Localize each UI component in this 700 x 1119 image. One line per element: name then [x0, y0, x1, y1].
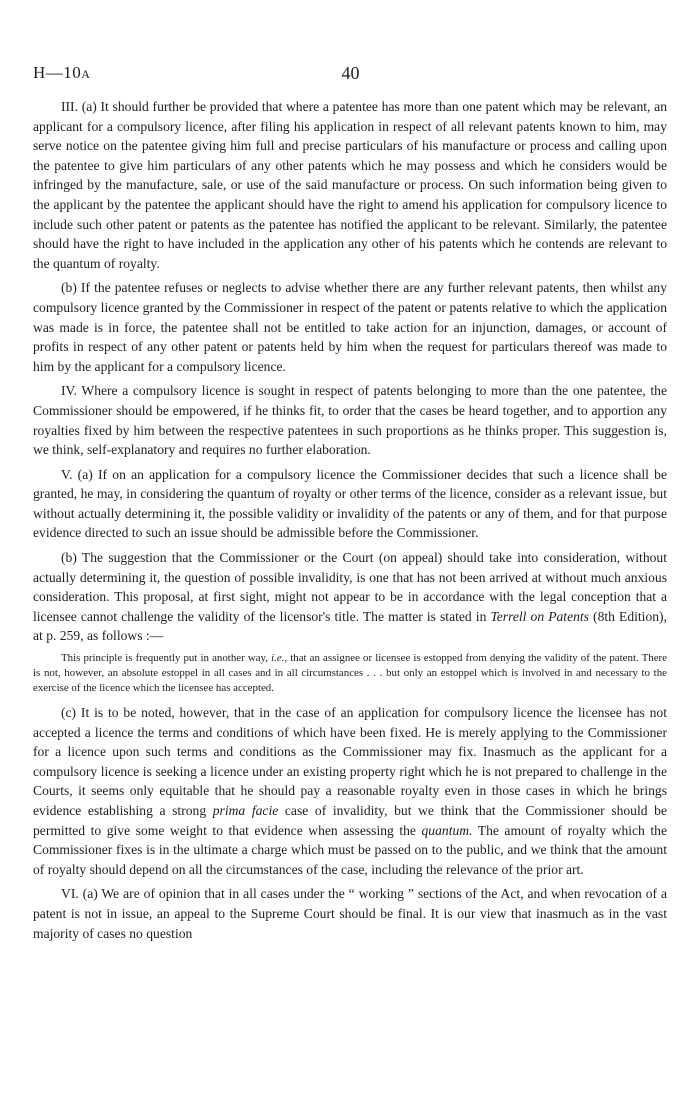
block-quote: This principle is frequently put in another way, i.e., that an assignee or licensee is estopped from denying the validity of the patent. There is not, however, an absolute estoppel in all cases and in all circumstances . . . but only an estoppel which is involved in and necessary to the exercise of the licence which the licensee has accepted. [33, 652, 667, 695]
paragraph-v-c: (c) It is to be noted, however, that in the case of an application for compulsory licence the licensee has not accepted a licence the terms and conditions of which have been fixed. He is merely applying to the Commissioner for a licence upon such terms and conditions as the Commissioner may fix. Inasmuch as the applicant for a compulsory licence is seeking a licence under an existing property right which he is not prepared to challenge in the Courts, it seems only equitable that he should pay a reasonable royalty even in those cases in which he brings evidence establishing a strong prima facie case of invalidity, but we think that the Commissioner should be permitted to give some weight to that evidence when assessing the quantum. The amount of royalty which the Commissioner fixes is in the ultimate a charge which must be passed on to the public, and we think that the amount of royalty should depend on all the circumstances of the case, including the relevance of the prior art. [33, 705, 667, 877]
paragraph-v-a: V. (a) If on an application for a compulsory licence the Commissioner decides that such a licence shall be granted, he may, in considering the quantum of royalty or other terms of the licence, consider as a relevant issue, but without actually determining it, the possible validity or invalidity of the patents or any of them, and for that purpose evidence directed to such an issue should be admissible before the Commissioner. [33, 466, 667, 541]
document-code: H—10A [33, 63, 91, 82]
page-number: 40 [341, 63, 360, 83]
page-header [33, 63, 668, 85]
paragraph-iii-a: III. (a) It should further be provided that where a patentee has more than one patent which may be relevant, an applicant for a compulsory licence, after filing his application in respect of all relevant patents known to him, may serve notice on the patentee giving him full and precise particulars of his manufacture or process and calling upon the patentee to give him particulars of any other patents which he may possess and which he considers would be infringed by the manufacture, sale, or use of the said manufacture or process. On such information being given to the applicant by the patentee the applicant should have the right to amend his application for compulsory licence to include such other patent or patents as the patentee has notified the applicant to be relevant. Similarly, the patentee should have the right to have included in the application any other of his patents which he contends are relevant to the quantum of royalty. [33, 99, 667, 271]
paragraph-iv: IV. Where a compulsory licence is sought in respect of patents belonging to more than the one patentee, the Commissioner should be empowered, if he thinks fit, to order that the cases be heard together, and to apportion any royalties fixed by him between the respective patentees in such proportions as he thinks proper. This suggestion is, we think, self-explanatory and requires no further elaboration. [33, 383, 667, 458]
citation-title: Terrell on Patents [490, 608, 589, 624]
paragraph-vi-a: VI. (a) We are of opinion that in all cases under the “ working ” sections of the Act, and when revocation of a patent is not in issue, an appeal to the Supreme Court should be final. It is our view that inasmuch as in the vast majority of cases no question [33, 886, 667, 941]
paragraph-v-b: (b) The suggestion that the Commissioner or the Court (on appeal) should take into consideration, without actually determining it, the question of possible invalidity, is one that has not been arrived at without much anxious consideration. This proposal, at first sight, might not appear to be in accordance with the legal conception that a licensee cannot challenge the validity of the licensor's title. The matter is stated in Terrell on Patents (8th Edition), at p. 259, as follows :— [33, 550, 667, 644]
document-body [33, 97, 667, 948]
paragraph-iii-b: (b) If the patentee refuses or neglects to advise whether there are any further relevant patents, then whilst any compulsory licence granted by the Commissioner in respect of the patent or patents relative to which the application was made is in force, the patentee shall not be entitled to take action for an injunction, damages, or account of profits in respect of any other patent or patents held by him when the request for particulars thereof was made to him by the applicant for a compulsory licence. [33, 280, 667, 374]
